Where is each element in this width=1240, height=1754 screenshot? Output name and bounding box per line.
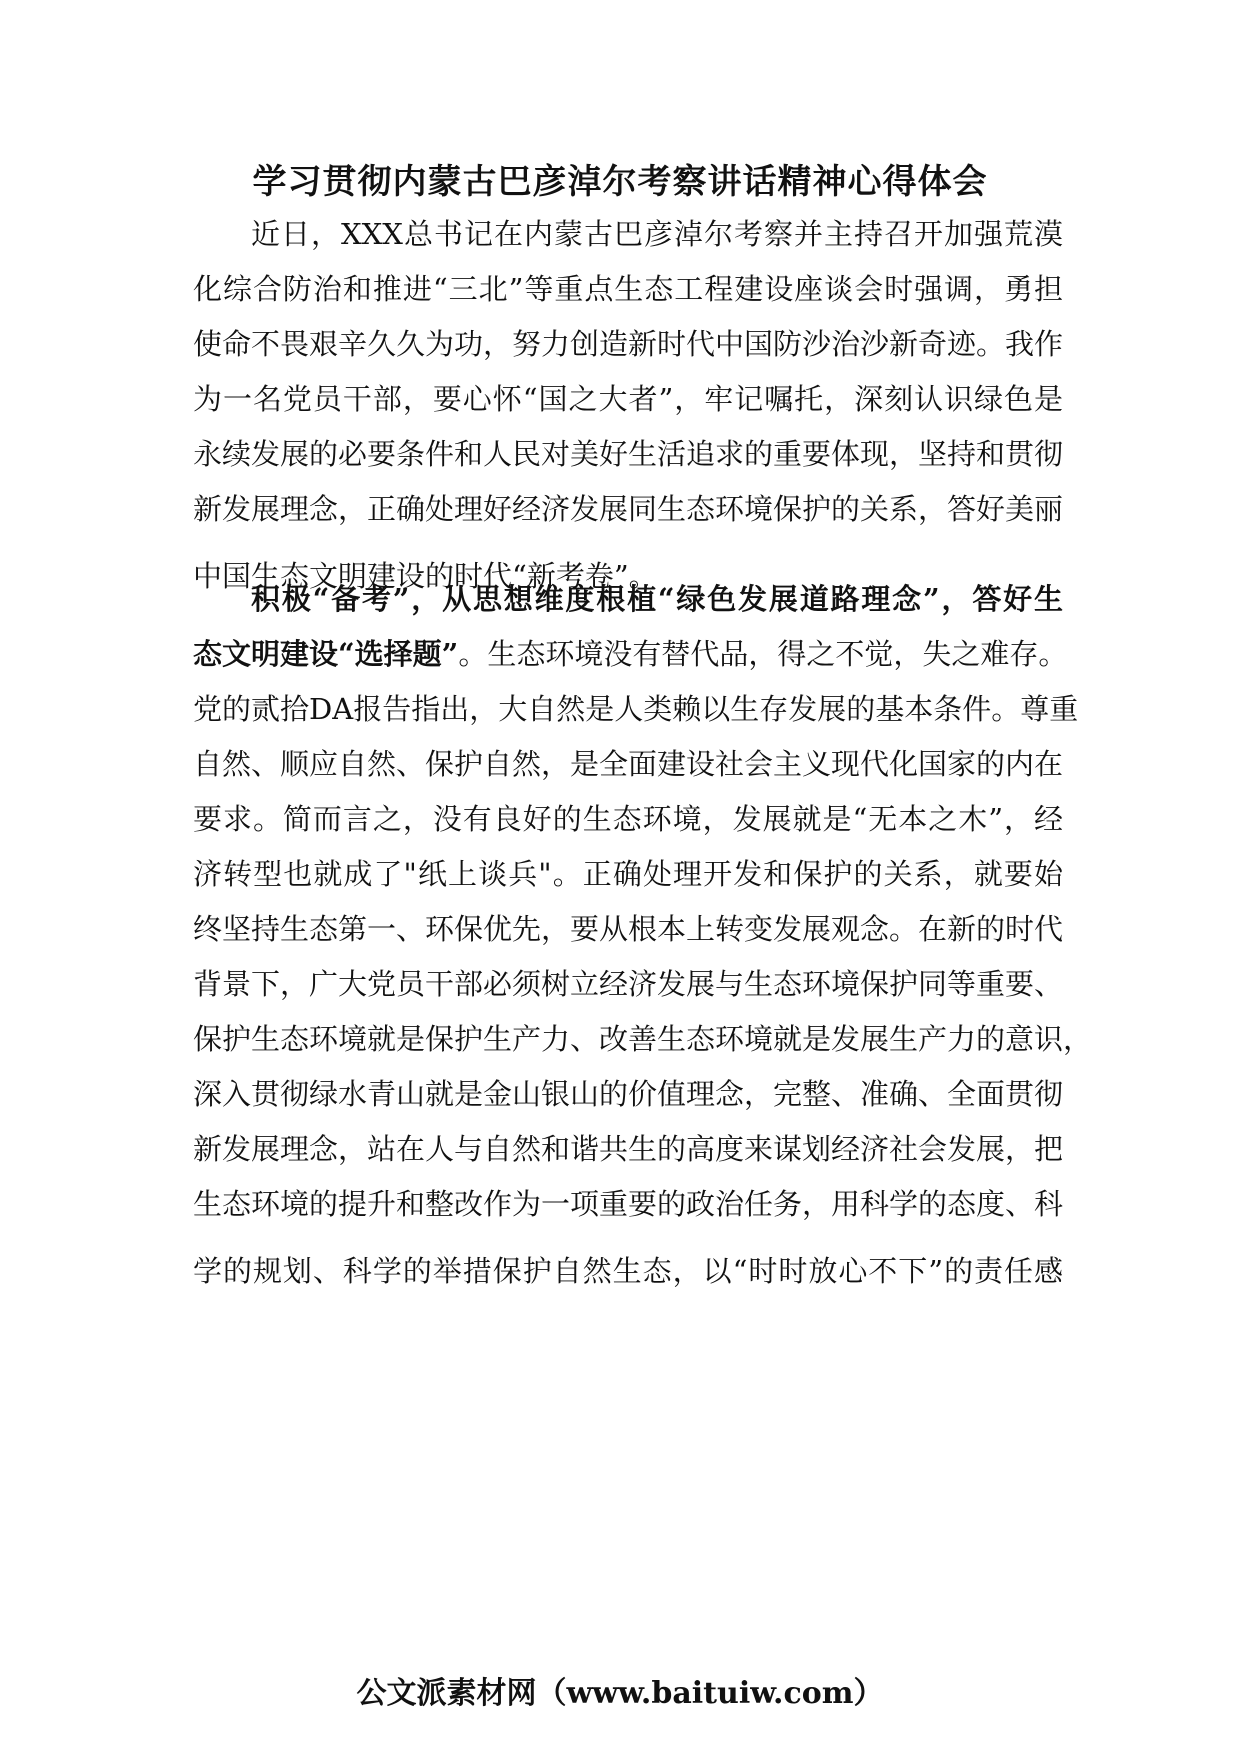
paragraph-line: 永续发展的必要条件和人民对美好生活追求的重要体现，坚持和贯彻 [193,437,1064,471]
paragraph-line-rest: 。生态环境没有替代品，得之不觉，失之难存。 [458,637,1068,671]
paragraph-line: 新发展理念，正确处理好经济发展同生态环境保护的关系，答好美丽 [193,492,1064,526]
paragraph-line: 背景下，广大党员干部必须树立经济发展与生态环境保护同等重要、 [193,967,1064,1001]
paragraph-line: 深入贯彻绿水青山就是金山银山的价值理念，完整、准确、全面贯彻 [193,1077,1064,1111]
paragraph-line: 终坚持生态第一、环保优先，要从根本上转变发展观念。在新的时代 [193,912,1064,946]
paragraph-line: 济转型也就成了"纸上谈兵"。正确处理开发和保护的关系，就要始 [193,857,1063,891]
paragraph-line: 生态环境的提升和整改作为一项重要的政治任务，用科学的态度、科 [193,1187,1064,1221]
paragraph-line: 中国生态文明建设的时代“新考卷”。 [193,559,658,593]
paragraph-heading-tail: 态文明建设“选择题” [193,637,459,671]
paragraph-line [193,627,1068,682]
paragraph-1 [193,207,1063,604]
paragraph-line: 化综合防治和推进“三北”等重点生态工程建设座谈会时强调，勇担 [193,272,1063,306]
paragraph-line: 党的贰拾DA报告指出，大自然是人类赖以生存发展的基本条件。尊重 [193,692,1079,726]
document-title: 学习贯彻内蒙古巴彦淖尔考察讲话精神心得体会 [252,162,988,202]
paragraph-2 [193,572,1093,1299]
paragraph-line: 为一名党员干部，要心怀“国之大者”，牢记嘱托，深刻认识绿色是 [193,382,1063,416]
paragraph-line: 自然、顺应自然、保护自然，是全面建设社会主义现代化国家的内在 [193,747,1064,781]
paragraph-line: 新发展理念，站在人与自然和谐共生的高度来谋划经济社会发展，把 [193,1132,1064,1166]
paragraph-line: 使命不畏艰辛久久为功，努力创造新时代中国防沙治沙新奇迹。我作 [193,327,1064,361]
paragraph-heading-line: 积极“备考”，从思想维度根植“绿色发展道路理念”，答好生 [251,582,1063,616]
paragraph-line: 保护生态环境就是保护生产力、改善生态环境就是发展生产力的意识， [193,1022,1093,1056]
paragraph-line: 近日，XXX总书记在内蒙古巴彦淖尔考察并主持召开加强荒漠 [251,217,1063,251]
paragraph-line: 要求。简而言之，没有良好的生态环境，发展就是“无本之木”，经 [193,802,1063,836]
paragraph-line: 学的规划、科学的举措保护自然生态，以“时时放心不下”的责任感 [193,1254,1063,1288]
footer-watermark: 公文派素材网（www.baituiw.com） [356,1676,884,1711]
